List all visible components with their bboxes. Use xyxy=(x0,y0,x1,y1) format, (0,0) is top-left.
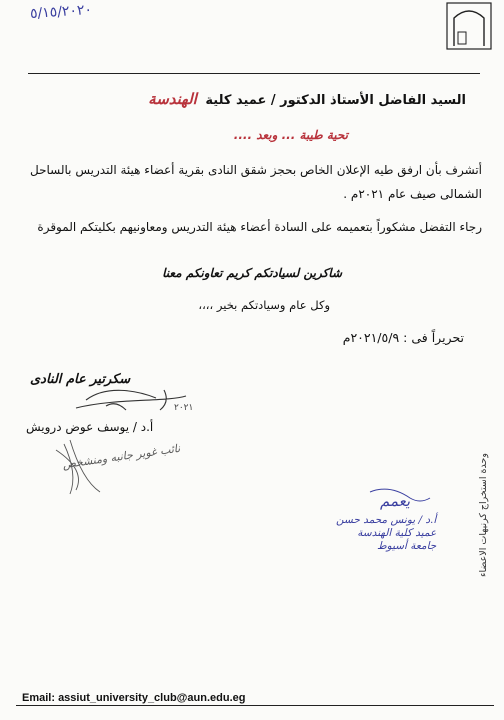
dean-stamp-line-2: عميد كلية الهندسة xyxy=(357,527,437,539)
paragraph-announcement: أتشرف بأن ارفق طيه الإعلان الخاص بحجز شقق النادى بقرية أعضاء هيئة التدريس بالساحل الشمالى صيف عام ٢٠٢١م . xyxy=(30,163,482,201)
svg-text:٢٠٢١: ٢٠٢١ xyxy=(174,403,194,413)
signature-title: سكرتير عام النادى xyxy=(30,372,131,387)
side-note: وحدة استخراج كرنيهات الاعضاء xyxy=(478,453,489,577)
regards-line: وكل عام وسيادتكم بخير ،،،، xyxy=(198,298,330,312)
footer-email: Email: assiut_university_club@aun.edu.eg xyxy=(22,692,246,704)
salutation xyxy=(148,90,466,108)
salutation-handwritten: الهندسة xyxy=(148,90,197,108)
dean-stamp-line-3: جامعة أسيوط xyxy=(376,540,437,552)
paragraph-request: رجاء التفضل مشكوراً بتعميمه على السادة أعضاء هيئة التدريس ومعاونيهم بكليتكم الموقرة xyxy=(37,220,482,234)
handwritten-date: ٥/١٥/٢٠٢٠ xyxy=(29,1,93,23)
date-line: تحريراً فى : ٢٠٢١/٥/٩م xyxy=(342,330,464,345)
club-logo xyxy=(446,2,492,50)
greeting: تحية طيبة ... وبعد .... xyxy=(233,128,348,142)
header-rule xyxy=(28,73,480,74)
signature-name: أ.د / يوسف عوض درويش xyxy=(26,420,154,434)
footer-rule xyxy=(16,705,494,706)
closing-thanks: شاكرين لسيادتكم كريم تعاونكم معنا xyxy=(162,266,342,280)
salutation-text: السيد الفاضل الأستاذ الدكتور / عميد كلية xyxy=(205,93,466,108)
pen-note: نائب غوير جانبه ومنشخص xyxy=(61,441,182,472)
dean-stamp xyxy=(336,514,436,553)
dean-handwritten-note: يعمم xyxy=(380,492,411,510)
signature-scribble xyxy=(46,380,216,500)
dean-stamp-line-1: أ.د / يونس محمد حسن xyxy=(336,514,437,526)
